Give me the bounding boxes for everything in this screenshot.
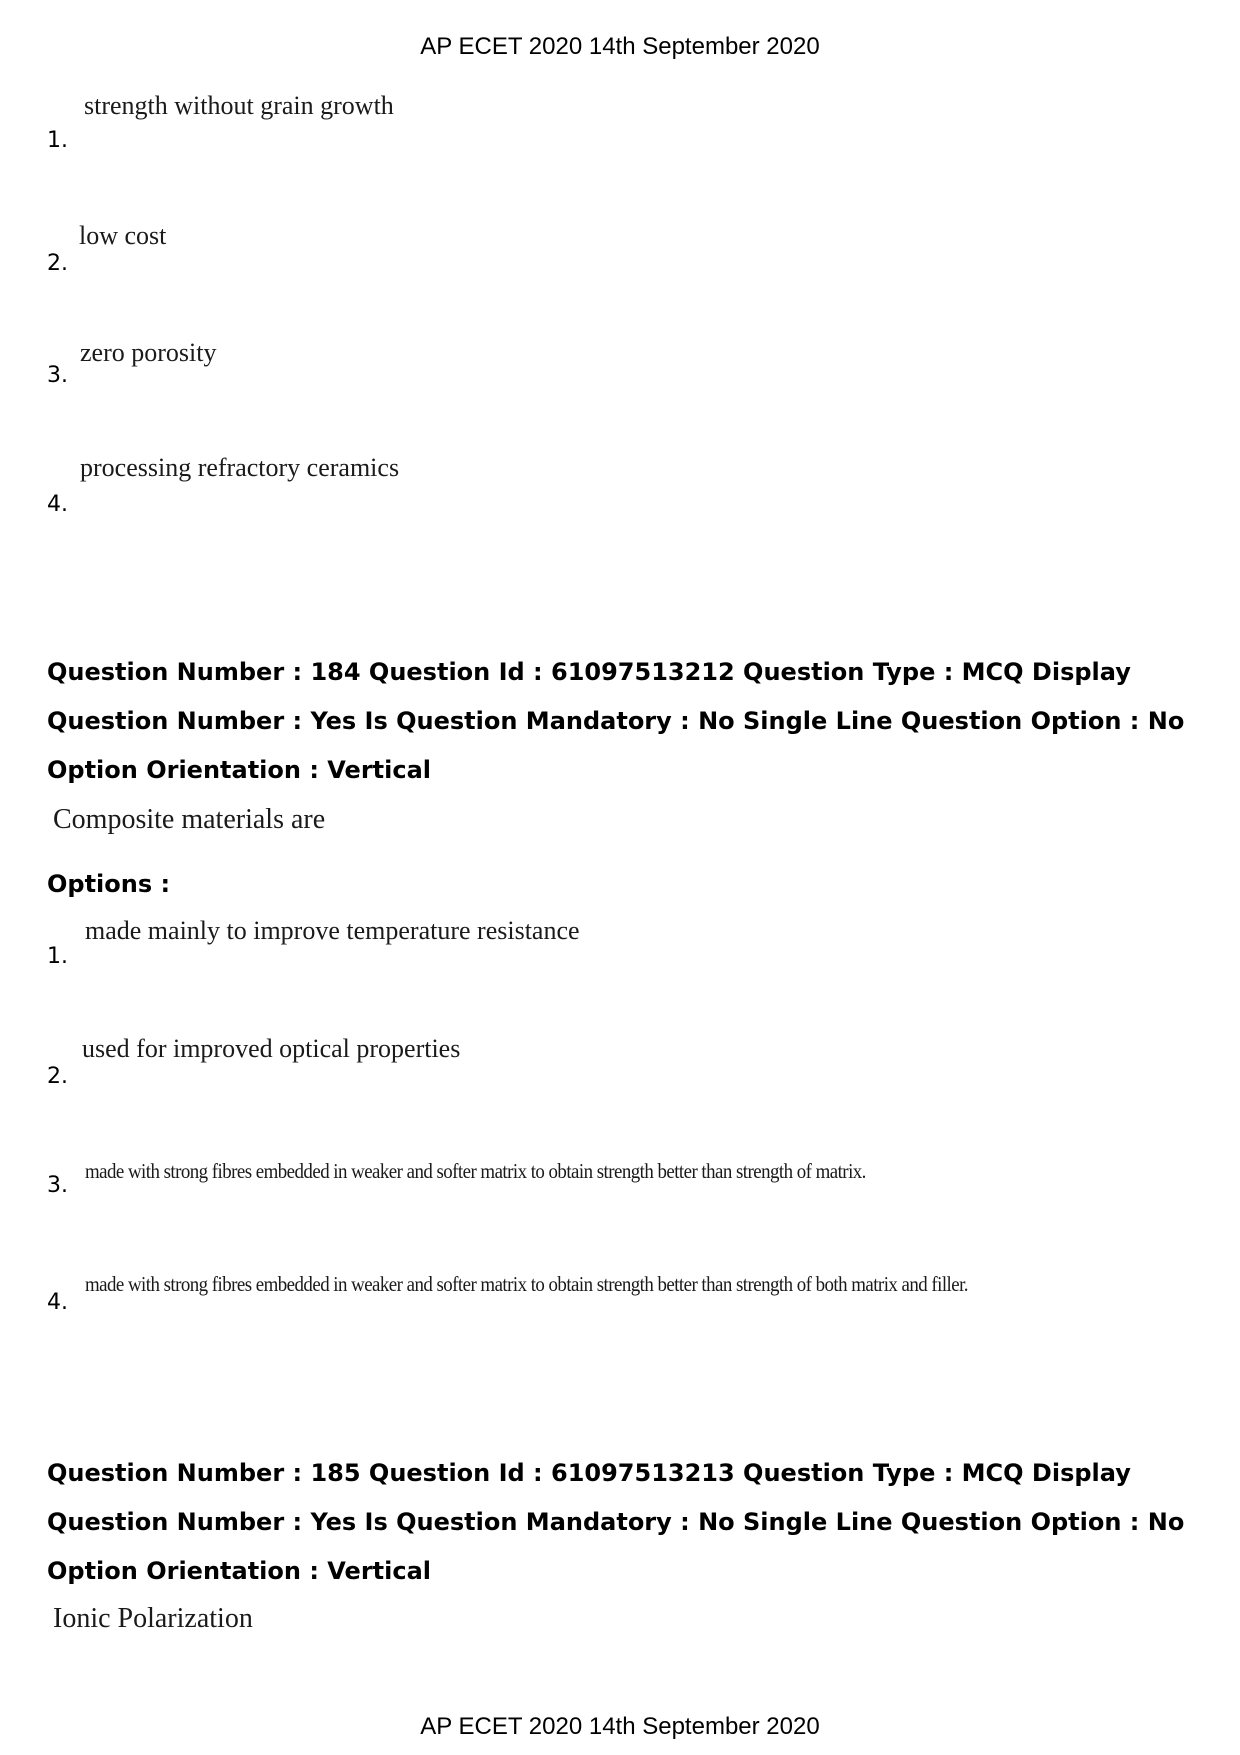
option-number: 4. xyxy=(47,492,68,517)
option-number: 3. xyxy=(47,363,68,388)
option-number: 2. xyxy=(47,251,68,276)
option-text: strength without grain growth xyxy=(84,91,394,120)
question-184-meta: Question Number : 184 Question Id : 61097513212 Question Type : MCQ Display Question Number : Yes Is Question Mandatory : No Single Line Question Option : No Option Orientation : Vertical xyxy=(47,658,1185,784)
question-185-stem: Ionic Polarization xyxy=(53,1603,253,1634)
option-number: 1. xyxy=(47,128,68,153)
page-footer: AP ECET 2020 14th September 2020 xyxy=(420,1713,820,1740)
option-number: 1. xyxy=(47,944,68,969)
option-number: 4. xyxy=(47,1290,68,1315)
option-text: used for improved optical properties xyxy=(82,1034,461,1063)
option-number: 3. xyxy=(47,1173,68,1198)
option-number: 2. xyxy=(47,1064,68,1089)
option-text: made with strong fibres embedded in weaker and softer matrix to obtain strength better than strength of both matrix and filler. xyxy=(85,1272,968,1296)
question-184-stem: Composite materials are xyxy=(53,804,326,835)
option-text: processing refractory ceramics xyxy=(80,453,400,482)
option-text: made mainly to improve temperature resistance xyxy=(85,916,580,945)
page-header: AP ECET 2020 14th September 2020 xyxy=(420,33,820,60)
options-label: Options : xyxy=(47,870,171,898)
option-text: low cost xyxy=(79,221,167,250)
question-185-meta: Question Number : 185 Question Id : 61097513213 Question Type : MCQ Display Question Number : Yes Is Question Mandatory : No Single Line Question Option : No Option Orientation : Vertical xyxy=(47,1459,1185,1585)
option-text: made with strong fibres embedded in weaker and softer matrix to obtain strength better than strength of matrix. xyxy=(85,1159,866,1183)
option-text: zero porosity xyxy=(80,338,217,367)
